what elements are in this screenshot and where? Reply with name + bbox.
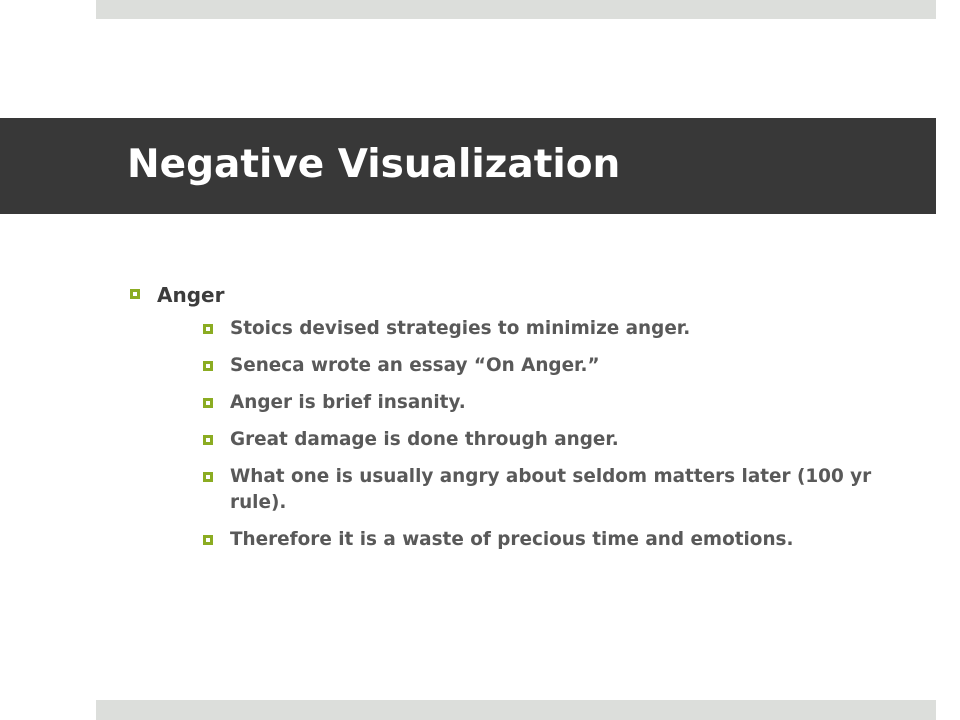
sub-bullet-text: Stoics devised strategies to minimize anger.	[230, 318, 691, 339]
square-bullet-icon	[203, 361, 213, 371]
slide-content	[127, 278, 917, 564]
sub-bullet	[157, 316, 917, 342]
square-bullet-icon	[203, 324, 213, 334]
sub-bullet-text: What one is usually angry about seldom matters later (100 yr rule).	[230, 466, 872, 513]
slide-title: Negative Visualization	[127, 142, 621, 187]
sub-bullet	[157, 527, 917, 553]
sub-bullet-text: Seneca wrote an essay “On Anger.”	[230, 355, 600, 376]
square-bullet-icon	[203, 535, 213, 545]
sub-bullet-text: Therefore it is a waste of precious time and emotions.	[230, 529, 794, 550]
square-bullet-icon	[203, 435, 213, 445]
sub-bullet	[157, 353, 917, 379]
sub-bullet-list	[157, 316, 917, 553]
bottom-decorative-bar	[96, 700, 936, 720]
sub-bullet-text: Anger is brief insanity.	[230, 392, 466, 413]
sub-bullet-text: Great damage is done through anger.	[230, 429, 619, 450]
top-decorative-bar	[96, 0, 936, 19]
square-bullet-icon	[130, 289, 140, 299]
bullet-anger	[127, 278, 917, 553]
sub-bullet	[157, 464, 917, 516]
bullet-text: Anger	[157, 283, 225, 307]
square-bullet-icon	[203, 398, 213, 408]
square-bullet-icon	[203, 472, 213, 482]
sub-bullet	[157, 390, 917, 416]
sub-bullet	[157, 427, 917, 453]
